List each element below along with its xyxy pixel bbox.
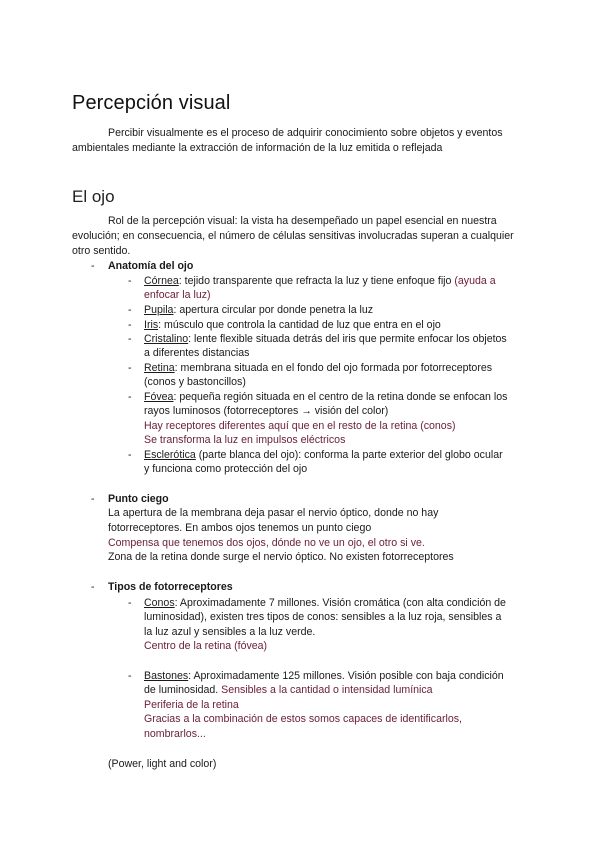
list-item-pupila: Pupila: apertura circular por donde penetra la luz: [144, 304, 374, 316]
bullet-dash: -: [128, 319, 132, 331]
footer-note: (Power, light and color): [108, 758, 217, 770]
list-item-bastones: Bastones: Aproximadamente 125 millones. Visión posible con baja condición: [144, 670, 504, 682]
note: (ayuda a: [454, 275, 496, 287]
section-intro-paragraph: Rol de la percepción visual: la vista ha desempeñado un papel esencial en nuestra evolución; en consecuencia, el número de células sensitivas involucradas superan a cualquier otro sentido.: [72, 215, 514, 257]
punto-ciego-heading: Punto ciego: [108, 493, 169, 505]
bullet-dash: -: [91, 581, 95, 593]
page-title: Percepción visual: [72, 92, 231, 114]
list-item-esclerotica: Esclerótica (parte blanca del ojo): conforma la parte exterior del globo ocular: [144, 449, 503, 461]
term-conos: Conos: [144, 597, 175, 609]
bullet-dash: -: [91, 493, 95, 505]
list-item-cristalino: Cristalino: lente flexible situada detrás del iris que permite enfocar los objetos: [144, 333, 507, 345]
list-item-text: luminosidad), existen tres tipos de conos: sensibles a la luz roja, sensibles a: [144, 611, 502, 623]
note: Sensibles a la cantidad o intensidad lumínica: [221, 684, 433, 696]
term-cornea: Córnea: [144, 275, 179, 287]
term-iris: Iris: [144, 319, 159, 331]
term-retina: Retina: [144, 362, 175, 374]
note: Gracias a la combinación de estos somos capaces de identificarlos,: [144, 713, 462, 725]
note: Se transforma la luz en impulsos eléctricos: [144, 434, 346, 446]
intro-paragraph: Percibir visualmente es el proceso de adquirir conocimiento sobre objetos y eventos ambientales mediante la extracción de información de la luz emitida o reflejada: [72, 127, 503, 154]
term-pupila: Pupila: [144, 304, 174, 316]
note: Compensa que tenemos dos ojos, dónde no ve un ojo, el otro si ve.: [108, 537, 425, 549]
bullet-dash: -: [128, 275, 132, 287]
note: enfocar la luz): [144, 289, 211, 301]
note: nombrarlos...: [144, 728, 206, 740]
list-item-cornea: Córnea: tejido transparente que refracta la luz y tiene enfoque fijo (ayuda a: [144, 275, 496, 287]
list-item-text: y funciona como protección del ojo: [144, 463, 308, 475]
note: Periferia de la retina: [144, 699, 239, 711]
fotorreceptores-heading: Tipos de fotorreceptores: [108, 581, 233, 593]
list-item-text: de luminosidad. Sensibles a la cantidad o intensidad lumínica: [144, 684, 433, 696]
bullet-dash: -: [128, 449, 132, 461]
punto-ciego-text: fotorreceptores. En ambos ojos tenemos un punto ciego: [108, 522, 372, 534]
bullet-dash: -: [128, 670, 132, 682]
list-item-fovea: Fóvea: pequeña región situada en el centro de la retina donde se enfocan los: [144, 391, 508, 403]
bullet-dash: -: [128, 304, 132, 316]
note: Hay receptores diferentes aquí que en el resto de la retina (conos): [144, 420, 456, 432]
list-item-text: rayos luminosos (fotorreceptores → visión del color): [144, 405, 389, 417]
section-heading: El ojo: [72, 187, 115, 206]
list-item-text: (conos y bastoncillos): [144, 376, 246, 388]
bullet-dash: -: [128, 391, 132, 403]
list-item-iris: Iris: músculo que controla la cantidad de luz que entra en el ojo: [144, 319, 441, 331]
term-esclerotica: Esclerótica: [144, 449, 196, 461]
list-item-text: a diferentes distancias: [144, 347, 250, 359]
term-cristalino: Cristalino: [144, 333, 189, 345]
list-item-conos: Conos: Aproximadamente 7 millones. Visión cromática (con alta condición de: [144, 597, 506, 609]
bullet-dash: -: [128, 333, 132, 345]
term-fovea: Fóvea: [144, 391, 174, 403]
anatomy-heading: Anatomía del ojo: [108, 260, 194, 272]
list-item-retina: Retina: membrana situada en el fondo del ojo formada por fotorreceptores: [144, 362, 493, 374]
bullet-dash: -: [91, 260, 95, 272]
note: Centro de la retina (fóvea): [144, 640, 268, 652]
bullet-dash: -: [128, 362, 132, 374]
punto-ciego-text: La apertura de la membrana deja pasar el nervio óptico, donde no hay: [108, 507, 439, 519]
list-item-text: la luz azul y sensibles a la luz verde.: [144, 626, 316, 638]
bullet-dash: -: [128, 597, 132, 609]
punto-ciego-text: Zona de la retina donde surge el nervio óptico. No existen fotorreceptores: [108, 551, 454, 563]
term-bastones: Bastones: [144, 670, 189, 682]
